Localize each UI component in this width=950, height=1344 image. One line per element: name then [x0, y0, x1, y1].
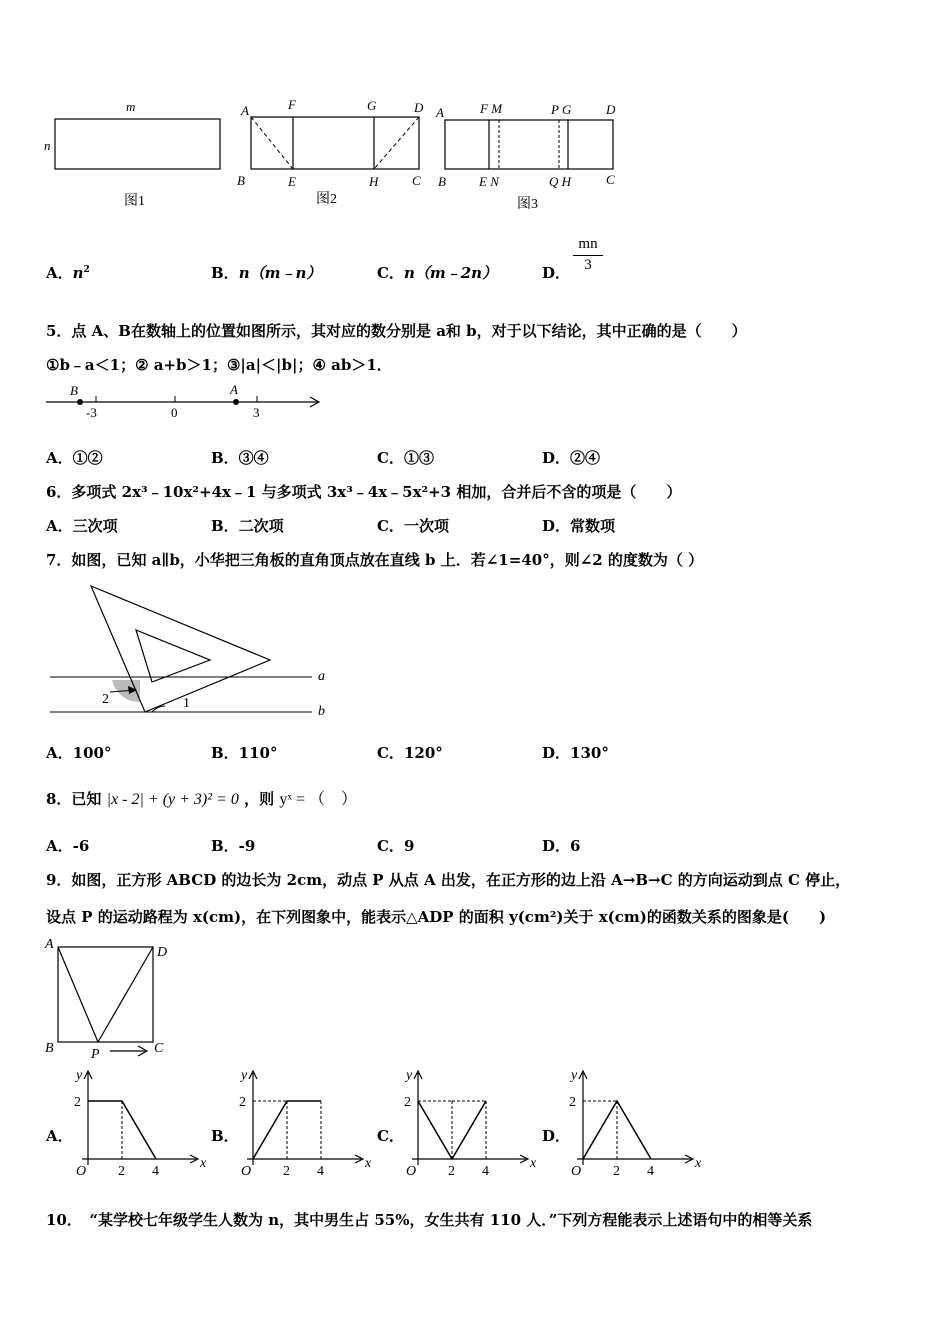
q8-option-c[interactable]: C．9 [377, 837, 415, 855]
q8-option-b[interactable]: B．-9 [211, 837, 256, 855]
fig1-caption: 图1 [124, 194, 145, 209]
figure-rectangles [40, 95, 630, 220]
svg-text:F: F [288, 97, 296, 112]
svg-text:b: b [318, 704, 325, 719]
q7-option-d[interactable]: D．130° [542, 744, 609, 762]
x-tick-2: 2 [283, 1164, 290, 1179]
svg-text:A: A [241, 103, 249, 118]
function-line [253, 1101, 321, 1159]
q5-option-c[interactable]: C．①③ [377, 449, 434, 467]
q7-option-c[interactable]: C．120° [377, 744, 443, 762]
function-line [418, 1101, 486, 1159]
y-tick-2: 2 [404, 1095, 411, 1110]
function-line [88, 1101, 156, 1159]
y-label: y [241, 1068, 248, 1083]
y-label: y [571, 1068, 578, 1083]
q9-option-c[interactable]: C． [377, 1127, 404, 1145]
q4-option-d[interactable]: D． [542, 264, 571, 282]
fig3-rect [445, 120, 613, 169]
q7-option-a[interactable]: A．100° [46, 744, 112, 762]
svg-text:A: A [436, 105, 444, 120]
x-tick-4: 4 [317, 1164, 324, 1179]
svg-text:B: B [70, 383, 78, 398]
graph-a[interactable] [70, 1065, 205, 1180]
origin-label: O [406, 1164, 417, 1179]
svg-text:P G: P G [551, 102, 572, 117]
q7-option-b[interactable]: B．110° [211, 744, 278, 762]
graph-b[interactable] [235, 1065, 370, 1180]
fig2-caption: 图2 [316, 192, 337, 207]
q8-expression-2: yˣ = （ ） [279, 791, 357, 808]
svg-text:B: B [237, 173, 245, 188]
q8-stem: 8．已知 |x - 2| + (y + 3)² = 0 ，则 yˣ = （ ） [46, 790, 357, 808]
graph-c[interactable] [400, 1065, 535, 1180]
svg-text:C: C [412, 173, 421, 188]
q4-option-c[interactable]: C．n（m﹣2n） [377, 264, 498, 282]
origin-label: O [241, 1164, 252, 1179]
x-tick-2: 2 [613, 1164, 620, 1179]
q5-option-b[interactable]: B．③④ [211, 449, 269, 467]
svg-text:H: H [369, 174, 379, 189]
q8-expression: |x - 2| + (y + 3)² = 0 [106, 791, 239, 808]
svg-text:C: C [606, 172, 615, 187]
svg-text:a: a [318, 669, 325, 684]
q4-option-d-fraction: mn 3 [573, 236, 603, 274]
point-a [233, 399, 239, 405]
y-tick-2: 2 [239, 1095, 246, 1110]
q5-stem: 5．点 A、B在数轴上的位置如图所示，其对应的数分别是 a和 b，对于以下结论，其中正确的是（ ） [46, 322, 747, 340]
q6-stem: 6．多项式 2x³﹣10x²+4x﹣1 与多项式 3x³﹣4x﹣5x²+3 相加，合并后不含的项是（ ） [46, 483, 682, 501]
fig1-m: m [126, 99, 136, 114]
svg-text:F M: F M [480, 101, 503, 116]
svg-text:-3: -3 [86, 405, 97, 420]
x-label: x [200, 1156, 207, 1171]
graph-d[interactable] [565, 1065, 700, 1180]
q6-option-b[interactable]: B．二次项 [211, 517, 284, 535]
q6-option-d[interactable]: D．常数项 [542, 517, 616, 535]
svg-text:3: 3 [253, 405, 260, 420]
svg-text:B: B [438, 174, 446, 189]
q6-option-a[interactable]: A．三次项 [46, 517, 118, 535]
svg-text:2: 2 [102, 692, 109, 707]
svg-text:E N: E N [479, 174, 499, 189]
svg-text:A: A [230, 382, 238, 397]
q9-line2: 设点 P 的运动路程为 x(cm)，在下列图象中，能表示△ADP 的面积 y(cm²)关于 x(cm)的函数关系的图象是( ) [46, 908, 827, 926]
q6-option-c[interactable]: C．一次项 [377, 517, 449, 535]
origin-label: O [571, 1164, 582, 1179]
x-tick-4: 4 [152, 1164, 159, 1179]
x-tick-2: 2 [118, 1164, 125, 1179]
q5-option-d[interactable]: D．②④ [542, 449, 601, 467]
origin-label: O [76, 1164, 87, 1179]
svg-text:Q H: Q H [549, 174, 572, 189]
svg-text:G: G [367, 98, 377, 113]
x-tick-2: 2 [448, 1164, 455, 1179]
x-tick-4: 4 [482, 1164, 489, 1179]
y-tick-2: 2 [569, 1095, 576, 1110]
y-label: y [406, 1068, 413, 1083]
svg-text:C: C [154, 1041, 164, 1056]
triangle-figure [40, 580, 340, 720]
fig2-rect [251, 117, 419, 169]
q8-option-d[interactable]: D．6 [542, 837, 581, 855]
svg-text:0: 0 [171, 405, 178, 420]
svg-text:E: E [288, 174, 296, 189]
point-b [77, 399, 83, 405]
q5-conclusions: ①b﹣a＜1；② a+b＞1；③|a|＜|b|；④ ab＞1． [46, 356, 392, 374]
function-line [583, 1101, 651, 1159]
square-figure [40, 932, 180, 1062]
svg-text:1: 1 [183, 696, 190, 711]
svg-text:D: D [414, 100, 424, 115]
fig1-rect [55, 119, 220, 169]
x-label: x [530, 1156, 537, 1171]
svg-text:A: A [45, 937, 54, 952]
q9-line1: 9．如图，正方形 ABCD 的边长为 2cm，动点 P 从点 A 出发，在正方形的边上沿 A→B→C 的方向运动到点 C 停止， [46, 871, 851, 889]
x-label: x [695, 1156, 702, 1171]
number-line [40, 380, 330, 422]
q8-option-a[interactable]: A．-6 [46, 837, 90, 855]
fig1-n: n [44, 138, 51, 153]
x-tick-4: 4 [647, 1164, 654, 1179]
q9-option-b[interactable]: B． [211, 1127, 239, 1145]
svg-text:B: B [45, 1041, 54, 1056]
q9-option-a[interactable]: A． [46, 1127, 73, 1145]
svg-text:P: P [91, 1047, 100, 1062]
q10-stem: 10． “某学校七年级学生人数为 n，其中男生占 55%，女生共有 110 人．”下列方程能表示上述语句中的相等关系 [46, 1211, 813, 1229]
x-label: x [365, 1156, 372, 1171]
y-tick-2: 2 [74, 1095, 81, 1110]
svg-text:D: D [606, 102, 616, 117]
q4-option-b[interactable]: B．n（m﹣n） [211, 264, 322, 282]
fig3-caption: 图3 [517, 197, 538, 212]
q4-option-a[interactable]: A．$n^2$ [46, 264, 90, 282]
q7-stem: 7．如图，已知 a∥b，小华把三角板的直角顶点放在直线 b 上．若∠1=40°，则∠2 的度数为（ ） [46, 551, 704, 569]
q5-option-a[interactable]: A．①② [46, 449, 103, 467]
y-label: y [76, 1068, 83, 1083]
svg-text:D: D [157, 945, 168, 960]
q9-option-d[interactable]: D． [542, 1127, 571, 1145]
